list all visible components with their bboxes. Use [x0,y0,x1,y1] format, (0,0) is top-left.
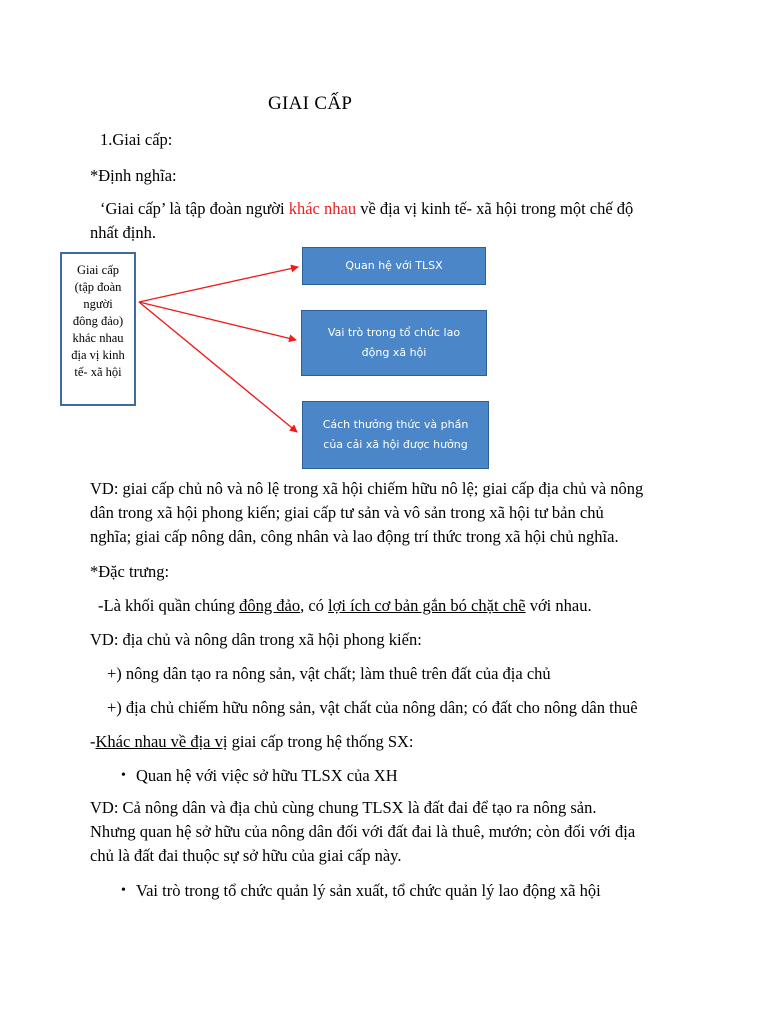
source-line: (tập đoàn [74,280,122,294]
example-item: +) địa chủ chiếm hữu nông sản, vật chất của nông dân; có đất cho nông dân thuê [107,698,638,717]
bullet-icon: • [121,768,126,783]
target-label: động xã hội [361,346,427,359]
definition-highlight: khác nhau [288,199,357,218]
target-label: Cách thưởng thức và phần [322,418,469,431]
example-line: VD: Cả nông dân và địa chủ cùng chung TLSX là đất đai để tạo ra nông sản. [90,798,597,817]
source-line: đông đảo) [72,314,124,328]
definition-heading: *Định nghĩa: [90,166,177,185]
bullet-item: Quan hệ với việc sở hữu TLSX của XH [136,766,398,785]
definition-before: ‘Giai cấp’ là tập đoàn người [100,199,289,218]
definition-line2: nhất định. [90,223,156,242]
source-line: tế- xã hội [74,365,122,379]
text-span: -Là khối quần chúng [98,596,240,615]
section-heading: 1.Giai cấp: [100,130,173,149]
page-title: GIAI CẤP [268,93,353,114]
text-span: , có [300,596,329,615]
source-line: người [83,297,113,311]
example-item: +) nông dân tạo ra nông sản, vật chất; làm thuê trên đất của địa chủ [107,664,551,683]
target-label: Quan hệ với TLSX [345,259,443,272]
bullet-item: Vai trò trong tổ chức quản lý sản xuất, tổ chức quản lý lao động xã hội [136,881,601,900]
underlined-text: lợi ích cơ bản gắn bó chặt chẽ [328,596,526,615]
target-label: của cải xã hội được hưởng [323,438,468,451]
target-label: Vai trò trong tổ chức lao [327,326,461,339]
underlined-text: Khác nhau về địa vị [95,732,228,751]
definition-after: về địa vị kinh tế- xã hội trong một chế độ [356,199,634,218]
source-line: Giai cấp [77,263,119,277]
example-line: VD: giai cấp chủ nô và nô lệ trong xã hội chiếm hữu nô lệ; giai cấp địa chủ và nông [90,479,644,498]
text-span: giai cấp trong hệ thống SX: [227,732,414,751]
underlined-text: đông đảo [239,596,301,615]
text-span: với nhau. [525,596,592,615]
characteristic-2 [90,730,414,754]
text-span: - [90,732,96,751]
source-line: địa vị kinh [71,348,125,362]
example-heading: VD: địa chủ và nông dân trong xã hội phong kiến: [90,630,422,649]
characteristic-1 [98,594,592,618]
arrow-1 [139,267,298,302]
source-line: khác nhau [72,331,124,345]
example-line: dân trong xã hội phong kiến; giai cấp tư sản và vô sản trong xã hội tư bản chủ [90,503,604,522]
example-line: Nhưng quan hệ sở hữu của nông dân đối với đất đai là thuê, mướn; còn đối với địa [90,822,636,841]
example-line: nghĩa; giai cấp nông dân, công nhân và lao động trí thức trong xã hội chủ nghĩa. [90,527,619,546]
bullet-icon: • [121,883,126,898]
example-line: chủ là đất đai thuộc sự sở hữu của giai cấp này. [90,846,402,865]
characteristics-heading: *Đặc trưng: [90,562,170,581]
